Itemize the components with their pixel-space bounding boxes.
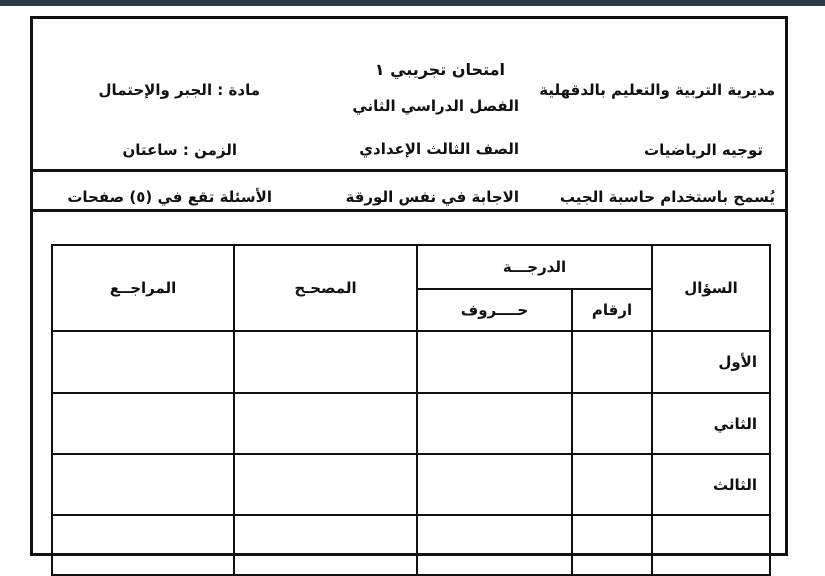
answer-same-paper-note: الاجابة في نفس الورقة bbox=[345, 188, 519, 206]
grade-letters-cell[interactable] bbox=[417, 331, 572, 393]
grade-letters-cell[interactable] bbox=[417, 515, 572, 575]
question-label: الأول bbox=[652, 331, 770, 393]
window-top-bar bbox=[0, 0, 825, 6]
grade-digits-cell[interactable] bbox=[572, 515, 652, 575]
directorate-label: مديرية التربية والتعليم بالدقهلية bbox=[539, 81, 775, 99]
math-guidance-label: توجيه الرياضيات bbox=[644, 141, 763, 159]
corrector-cell[interactable] bbox=[234, 515, 417, 575]
question-label: الثاني bbox=[652, 393, 770, 454]
time-label: الزمن : ساعتان bbox=[122, 141, 237, 159]
calculator-note: يُسمح باستخدام حاسبة الجيب bbox=[559, 188, 775, 206]
pages-count-note: الأسئلة تقع في (٥) صفحات bbox=[67, 188, 272, 206]
header-question: السؤال bbox=[652, 245, 770, 331]
corrector-cell[interactable] bbox=[234, 331, 417, 393]
term-label: الفصل الدراسي الثاني bbox=[352, 97, 519, 115]
grade-digits-cell[interactable] bbox=[572, 393, 652, 454]
header-corrector: المصحـح bbox=[234, 245, 417, 331]
grade-letters-cell[interactable] bbox=[417, 454, 572, 515]
table-row bbox=[52, 331, 770, 393]
grades-table bbox=[51, 244, 771, 576]
corrector-cell[interactable] bbox=[234, 393, 417, 454]
header-digits: ارقام bbox=[572, 289, 652, 331]
corrector-cell[interactable] bbox=[234, 454, 417, 515]
grade-digits-cell[interactable] bbox=[572, 454, 652, 515]
grade-letters-cell[interactable] bbox=[417, 393, 572, 454]
reviewer-cell[interactable] bbox=[52, 393, 234, 454]
header-letters: حــــروف bbox=[417, 289, 572, 331]
table-row bbox=[52, 515, 770, 575]
grade-label: الصف الثالث الإعدادي bbox=[359, 140, 519, 158]
header-reviewer: المراجــع bbox=[52, 245, 234, 331]
grade-digits-cell[interactable] bbox=[572, 331, 652, 393]
table-row bbox=[52, 393, 770, 454]
question-label bbox=[652, 515, 770, 575]
question-label: الثالث bbox=[652, 454, 770, 515]
reviewer-cell[interactable] bbox=[52, 331, 234, 393]
exam-cover-page bbox=[30, 16, 788, 556]
exam-title: امتحان تجريبي ١ bbox=[374, 60, 505, 79]
header-grade: الدرجـــة bbox=[417, 245, 652, 289]
subject-label: مادة : الجبر والإحتمال bbox=[98, 81, 260, 99]
header-divider-bottom bbox=[33, 209, 785, 212]
header-divider-top bbox=[33, 169, 785, 172]
reviewer-cell[interactable] bbox=[52, 454, 234, 515]
reviewer-cell[interactable] bbox=[52, 515, 234, 575]
table-row bbox=[52, 454, 770, 515]
